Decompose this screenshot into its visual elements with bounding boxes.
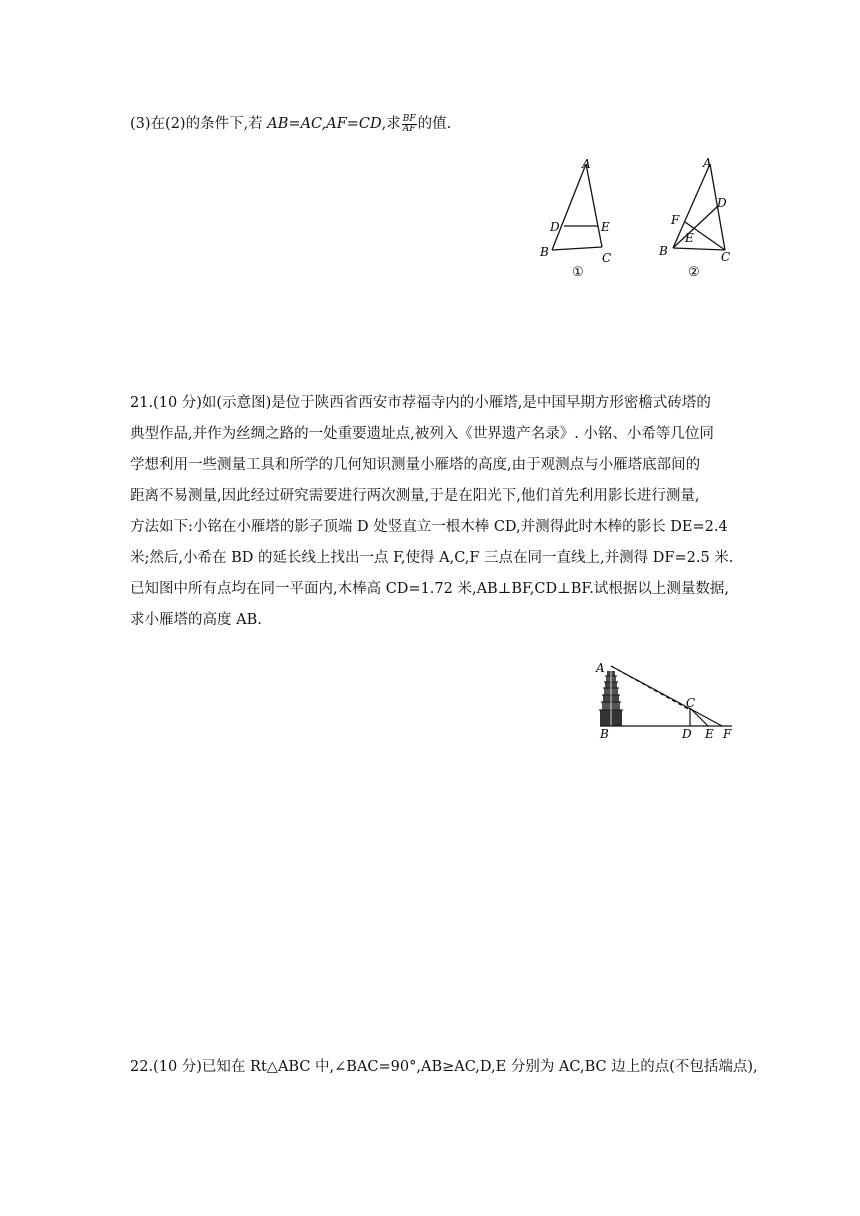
fig1-label-e: E — [601, 220, 610, 234]
fig3-label-d: D — [682, 727, 692, 741]
fig2-label-a: A — [703, 156, 712, 170]
fig1-caption: ① — [572, 265, 584, 280]
figure-pagoda — [590, 660, 740, 742]
question-22 — [130, 1057, 758, 1077]
fraction-denominator: AF — [402, 123, 416, 134]
fig2-label-d: D — [717, 196, 727, 210]
fig3-label-e: E — [705, 727, 714, 741]
fig3-label-f: F — [723, 727, 732, 741]
part3-condition: AB=AC,AF=CD — [267, 116, 382, 132]
fig3-label-c: C — [686, 696, 696, 710]
fig1-label-b: B — [540, 245, 549, 259]
fig2-label-e: E — [685, 231, 694, 245]
fig1-label-c: C — [602, 251, 612, 265]
q21-line: 学想利用一些测量工具和所学的几何知识测量小雁塔的高度,由于观测点与小雁塔底部间的 — [130, 457, 701, 473]
fig2-caption: ② — [688, 265, 700, 280]
q22-line: 22.(10 分)已知在 Rt△ABC 中,∠BAC=90°,AB≥AC,D,E 分别为 AC,BC 边上的点(不包括端点), — [130, 1059, 758, 1075]
fig3-label-b: B — [600, 727, 609, 741]
part3-line — [130, 114, 451, 134]
q21-line: 方法如下:小铭在小雁塔的影子顶端 D 处竖直立一根木棒 CD,并测得此时木棒的影长 DE=2.4 — [130, 519, 728, 535]
question-21 — [130, 388, 734, 636]
fig2-label-f: F — [671, 213, 680, 227]
q21-line: 米;然后,小希在 BD 的延长线上找出一点 F,使得 A,C,F 三点在同一直线上,并测得 DF=2.5 米. — [130, 550, 734, 566]
part3-suffix: 的值. — [417, 116, 452, 132]
q21-line: 典型作品,并作为丝绸之路的一处重要遗址点,被列入《世界遗产名录》. 小铭、小希等几位同 — [130, 426, 714, 442]
fig2-label-b: B — [659, 244, 668, 258]
pagoda-drawing — [599, 666, 623, 726]
q21-line: 距离不易测量,因此经过研究需要进行两次测量,于是在阳光下,他们首先利用影长进行测量, — [130, 488, 700, 504]
q21-line: 求小雁塔的高度 AB. — [130, 612, 262, 628]
fig2-label-c: C — [721, 250, 731, 264]
fig3-label-a: A — [596, 661, 605, 675]
part3-prefix: (3)在(2)的条件下,若 — [130, 116, 268, 132]
fig1-label-d: D — [550, 220, 560, 234]
fig1-label-a: A — [582, 157, 591, 171]
q21-line: 21.(10 分)如(示意图)是位于陕西省西安市荐福寺内的小雁塔,是中国早期方形密檐式砖塔的 — [130, 395, 711, 411]
figure-2 — [655, 152, 745, 282]
fraction-numerator: BF — [402, 113, 416, 124]
figure-1 — [530, 152, 620, 282]
q21-line: 已知图中所有点均在同一平面内,木棒高 CD=1.72 米,AB⊥BF,CD⊥BF.试根据以上测量数据, — [130, 581, 729, 597]
part3-fraction — [402, 115, 417, 134]
part3-mid: ,求 — [381, 116, 401, 132]
